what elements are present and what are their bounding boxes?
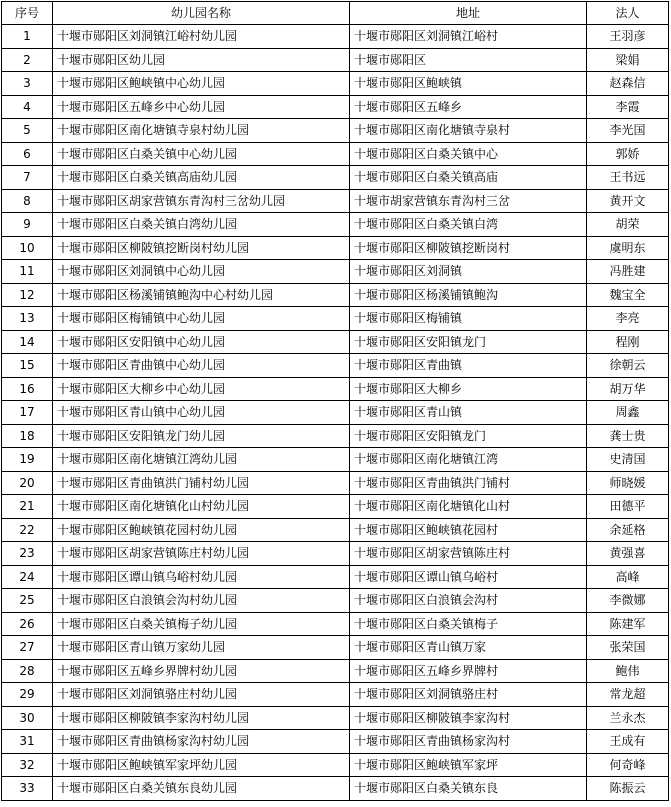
row-index-cell: 11	[2, 260, 53, 284]
legal-rep-cell: 王成有	[587, 730, 669, 754]
row-index-cell: 4	[2, 95, 53, 119]
address-cell: 十堰市郧阳区五峰乡	[350, 95, 587, 119]
legal-rep-cell: 王羽彦	[587, 25, 669, 49]
row-index-cell: 30	[2, 706, 53, 730]
kindergarten-table	[1, 1, 669, 801]
address-cell: 十堰市郧阳区白浪镇会沟村	[350, 589, 587, 613]
kindergarten-name-cell: 十堰市郧阳区幼儿园	[53, 48, 350, 72]
table-row	[2, 48, 669, 72]
kindergarten-name-cell: 十堰市郧阳区鲍峡镇中心幼儿园	[53, 72, 350, 96]
legal-rep-cell: 李微娜	[587, 589, 669, 613]
row-index-cell: 7	[2, 166, 53, 190]
row-index-cell: 17	[2, 401, 53, 425]
row-index-cell: 31	[2, 730, 53, 754]
row-index-cell: 32	[2, 753, 53, 777]
row-index-cell: 21	[2, 495, 53, 519]
address-cell: 十堰市郧阳区大柳乡	[350, 377, 587, 401]
header-legal-rep: 法人	[587, 2, 669, 25]
address-cell: 十堰市郧阳区谭山镇乌峪村	[350, 565, 587, 589]
legal-rep-cell: 常龙超	[587, 683, 669, 707]
address-cell: 十堰市郧阳区南化塘镇化山村	[350, 495, 587, 519]
kindergarten-name-cell: 十堰市郧阳区白桑关镇高庙幼儿园	[53, 166, 350, 190]
address-cell: 十堰市郧阳区青曲镇	[350, 354, 587, 378]
table-row	[2, 95, 669, 119]
row-index-cell: 6	[2, 142, 53, 166]
table-row	[2, 612, 669, 636]
legal-rep-cell: 虞明东	[587, 236, 669, 260]
table-row	[2, 25, 669, 49]
kindergarten-name-cell: 十堰市郧阳区五峰乡界牌村幼儿园	[53, 659, 350, 683]
legal-rep-cell: 胡万华	[587, 377, 669, 401]
row-index-cell: 18	[2, 424, 53, 448]
legal-rep-cell: 史清国	[587, 448, 669, 472]
legal-rep-cell: 赵森信	[587, 72, 669, 96]
table-row	[2, 730, 669, 754]
row-index-cell: 26	[2, 612, 53, 636]
header-index: 序号	[2, 2, 53, 25]
address-cell: 十堰市郧阳区	[350, 48, 587, 72]
address-cell: 十堰市郧阳区鲍峡镇军家坪	[350, 753, 587, 777]
row-index-cell: 16	[2, 377, 53, 401]
legal-rep-cell: 兰永杰	[587, 706, 669, 730]
kindergarten-name-cell: 十堰市郧阳区刘洞镇骆庄村幼儿园	[53, 683, 350, 707]
header-address: 地址	[350, 2, 587, 25]
legal-rep-cell: 高峰	[587, 565, 669, 589]
legal-rep-cell: 冯胜建	[587, 260, 669, 284]
legal-rep-cell: 李亮	[587, 307, 669, 331]
table-row	[2, 424, 669, 448]
legal-rep-cell: 胡荣	[587, 213, 669, 237]
row-index-cell: 9	[2, 213, 53, 237]
kindergarten-name-cell: 十堰市郧阳区安阳镇中心幼儿园	[53, 330, 350, 354]
address-cell: 十堰市郧阳区梅铺镇	[350, 307, 587, 331]
table-row	[2, 777, 669, 801]
row-index-cell: 29	[2, 683, 53, 707]
legal-rep-cell: 张荣国	[587, 636, 669, 660]
kindergarten-name-cell: 十堰市郧阳区白桑关镇东良幼儿园	[53, 777, 350, 801]
address-cell: 十堰市郧阳区杨溪铺镇鲍沟	[350, 283, 587, 307]
row-index-cell: 14	[2, 330, 53, 354]
kindergarten-name-cell: 十堰市郧阳区青山镇万家幼儿园	[53, 636, 350, 660]
address-cell: 十堰市郧阳区白桑关镇白湾	[350, 213, 587, 237]
row-index-cell: 24	[2, 565, 53, 589]
kindergarten-name-cell: 十堰市郧阳区白桑关镇梅子幼儿园	[53, 612, 350, 636]
row-index-cell: 19	[2, 448, 53, 472]
table-row	[2, 283, 669, 307]
address-cell: 十堰市郧阳区柳陂镇挖断岗村	[350, 236, 587, 260]
legal-rep-cell: 陈建军	[587, 612, 669, 636]
address-cell: 十堰市郧阳区五峰乡界牌村	[350, 659, 587, 683]
row-index-cell: 15	[2, 354, 53, 378]
address-cell: 十堰市郧阳区刘洞镇	[350, 260, 587, 284]
address-cell: 十堰市郧阳区安阳镇龙门	[350, 330, 587, 354]
header-row	[2, 2, 669, 25]
kindergarten-name-cell: 十堰市郧阳区刘洞镇中心幼儿园	[53, 260, 350, 284]
kindergarten-name-cell: 十堰市郧阳区胡家营镇东青沟村三岔幼儿园	[53, 189, 350, 213]
legal-rep-cell: 陈振云	[587, 777, 669, 801]
table-row	[2, 354, 669, 378]
legal-rep-cell: 黄强喜	[587, 542, 669, 566]
address-cell: 十堰市胡家营镇东青沟村三岔	[350, 189, 587, 213]
kindergarten-name-cell: 十堰市郧阳区青曲镇杨家沟村幼儿园	[53, 730, 350, 754]
legal-rep-cell: 李光国	[587, 119, 669, 143]
legal-rep-cell: 何奇峰	[587, 753, 669, 777]
address-cell: 十堰市郧阳区青山镇	[350, 401, 587, 425]
legal-rep-cell: 王书远	[587, 166, 669, 190]
legal-rep-cell: 黄开文	[587, 189, 669, 213]
address-cell: 十堰市郧阳区鲍峡镇	[350, 72, 587, 96]
kindergarten-name-cell: 十堰市郧阳区柳陂镇李家沟村幼儿园	[53, 706, 350, 730]
address-cell: 十堰市郧阳区白桑关镇东良	[350, 777, 587, 801]
kindergarten-name-cell: 十堰市郧阳区白浪镇会沟村幼儿园	[53, 589, 350, 613]
table-row	[2, 166, 669, 190]
kindergarten-name-cell: 十堰市郧阳区鲍峡镇军家坪幼儿园	[53, 753, 350, 777]
legal-rep-cell: 梁娟	[587, 48, 669, 72]
kindergarten-name-cell: 十堰市郧阳区梅铺镇中心幼儿园	[53, 307, 350, 331]
address-cell: 十堰市郧阳区白桑关镇梅子	[350, 612, 587, 636]
legal-rep-cell: 鲍伟	[587, 659, 669, 683]
address-cell: 十堰市郧阳区青山镇万家	[350, 636, 587, 660]
kindergarten-name-cell: 十堰市郧阳区胡家营镇陈庄村幼儿园	[53, 542, 350, 566]
address-cell: 十堰市郧阳区鲍峡镇花园村	[350, 518, 587, 542]
address-cell: 十堰市郧阳区刘洞镇骆庄村	[350, 683, 587, 707]
kindergarten-name-cell: 十堰市郧阳区白桑关镇白湾幼儿园	[53, 213, 350, 237]
table-row	[2, 236, 669, 260]
table-row	[2, 142, 669, 166]
address-cell: 十堰市郧阳区南化塘镇江湾	[350, 448, 587, 472]
kindergarten-name-cell: 十堰市郧阳区青曲镇中心幼儿园	[53, 354, 350, 378]
row-index-cell: 8	[2, 189, 53, 213]
legal-rep-cell: 龚士贵	[587, 424, 669, 448]
header-name: 幼儿园名称	[53, 2, 350, 25]
row-index-cell: 22	[2, 518, 53, 542]
address-cell: 十堰市郧阳区白桑关镇中心	[350, 142, 587, 166]
kindergarten-name-cell: 十堰市郧阳区五峰乡中心幼儿园	[53, 95, 350, 119]
address-cell: 十堰市郧阳区白桑关镇高庙	[350, 166, 587, 190]
table-row	[2, 706, 669, 730]
row-index-cell: 33	[2, 777, 53, 801]
row-index-cell: 5	[2, 119, 53, 143]
table-row	[2, 659, 669, 683]
address-cell: 十堰市郧阳区南化塘镇寺泉村	[350, 119, 587, 143]
row-index-cell: 2	[2, 48, 53, 72]
kindergarten-name-cell: 十堰市郧阳区柳陂镇挖断岗村幼儿园	[53, 236, 350, 260]
table-row	[2, 307, 669, 331]
address-cell: 十堰市郧阳区安阳镇龙门	[350, 424, 587, 448]
table-row	[2, 189, 669, 213]
table-row	[2, 565, 669, 589]
table-row	[2, 471, 669, 495]
table-row	[2, 260, 669, 284]
kindergarten-name-cell: 十堰市郧阳区南化塘镇寺泉村幼儿园	[53, 119, 350, 143]
table-row	[2, 401, 669, 425]
kindergarten-name-cell: 十堰市郧阳区谭山镇乌峪村幼儿园	[53, 565, 350, 589]
legal-rep-cell: 魏宝全	[587, 283, 669, 307]
row-index-cell: 27	[2, 636, 53, 660]
kindergarten-name-cell: 十堰市郧阳区刘洞镇江峪村幼儿园	[53, 25, 350, 49]
legal-rep-cell: 徐朝云	[587, 354, 669, 378]
row-index-cell: 13	[2, 307, 53, 331]
address-cell: 十堰市郧阳区胡家营镇陈庄村	[350, 542, 587, 566]
legal-rep-cell: 周鑫	[587, 401, 669, 425]
kindergarten-name-cell: 十堰市郧阳区南化塘镇江湾幼儿园	[53, 448, 350, 472]
kindergarten-name-cell: 十堰市郧阳区白桑关镇中心幼儿园	[53, 142, 350, 166]
table-row	[2, 377, 669, 401]
table-row	[2, 213, 669, 237]
table-body	[2, 25, 669, 801]
row-index-cell: 25	[2, 589, 53, 613]
legal-rep-cell: 余延格	[587, 518, 669, 542]
table-row	[2, 753, 669, 777]
kindergarten-name-cell: 十堰市郧阳区大柳乡中心幼儿园	[53, 377, 350, 401]
table-row	[2, 119, 669, 143]
row-index-cell: 3	[2, 72, 53, 96]
address-cell: 十堰市郧阳区刘洞镇江峪村	[350, 25, 587, 49]
row-index-cell: 23	[2, 542, 53, 566]
table-row	[2, 518, 669, 542]
address-cell: 十堰市郧阳区青曲镇杨家沟村	[350, 730, 587, 754]
legal-rep-cell: 郭娇	[587, 142, 669, 166]
row-index-cell: 1	[2, 25, 53, 49]
legal-rep-cell: 程刚	[587, 330, 669, 354]
row-index-cell: 20	[2, 471, 53, 495]
row-index-cell: 28	[2, 659, 53, 683]
table-row	[2, 683, 669, 707]
kindergarten-name-cell: 十堰市郧阳区南化塘镇化山村幼儿园	[53, 495, 350, 519]
table-row	[2, 330, 669, 354]
address-cell: 十堰市郧阳区柳陂镇李家沟村	[350, 706, 587, 730]
legal-rep-cell: 李霞	[587, 95, 669, 119]
table-row	[2, 589, 669, 613]
kindergarten-name-cell: 十堰市郧阳区安阳镇龙门幼儿园	[53, 424, 350, 448]
legal-rep-cell: 师晓媛	[587, 471, 669, 495]
kindergarten-name-cell: 十堰市郧阳区青山镇中心幼儿园	[53, 401, 350, 425]
row-index-cell: 10	[2, 236, 53, 260]
address-cell: 十堰市郧阳区青曲镇洪门铺村	[350, 471, 587, 495]
table-row	[2, 636, 669, 660]
table-row	[2, 542, 669, 566]
kindergarten-name-cell: 十堰市郧阳区青曲镇洪门铺村幼儿园	[53, 471, 350, 495]
table-row	[2, 72, 669, 96]
row-index-cell: 12	[2, 283, 53, 307]
table-row	[2, 448, 669, 472]
kindergarten-name-cell: 十堰市郧阳区鲍峡镇花园村幼儿园	[53, 518, 350, 542]
kindergarten-name-cell: 十堰市郧阳区杨溪铺镇鲍沟中心村幼儿园	[53, 283, 350, 307]
table-row	[2, 495, 669, 519]
legal-rep-cell: 田德平	[587, 495, 669, 519]
